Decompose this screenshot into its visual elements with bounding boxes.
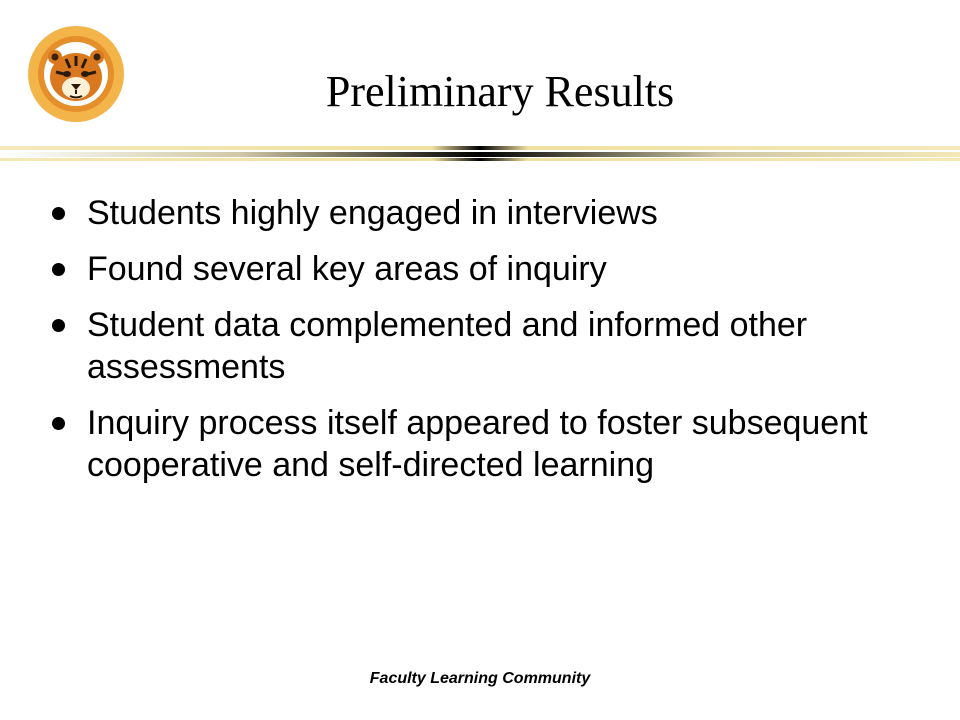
bullet-item [50, 402, 930, 486]
bullet-item [50, 304, 930, 388]
bullet-dot-icon [52, 207, 65, 220]
bullet-text: Found several key areas of inquiry [87, 250, 607, 288]
footer-text: Faculty Learning Community [369, 670, 591, 687]
bullet-list [50, 192, 930, 500]
title-divider [0, 144, 960, 164]
bullet-text: Students highly engaged in interviews [87, 194, 658, 232]
bullet-item [50, 192, 930, 234]
bullet-dot-icon [52, 263, 65, 276]
tiger-logo-icon [26, 24, 126, 124]
bullet-item [50, 248, 930, 290]
bullet-text: Student data complemented and informed other assessments [87, 306, 808, 386]
bullet-dot-icon [52, 319, 65, 332]
bullet-dot-icon [52, 417, 65, 430]
slide-title: Preliminary Results [325, 67, 675, 116]
bullet-text: Inquiry process itself appeared to foster subsequent cooperative and self-directed learning [87, 404, 868, 484]
